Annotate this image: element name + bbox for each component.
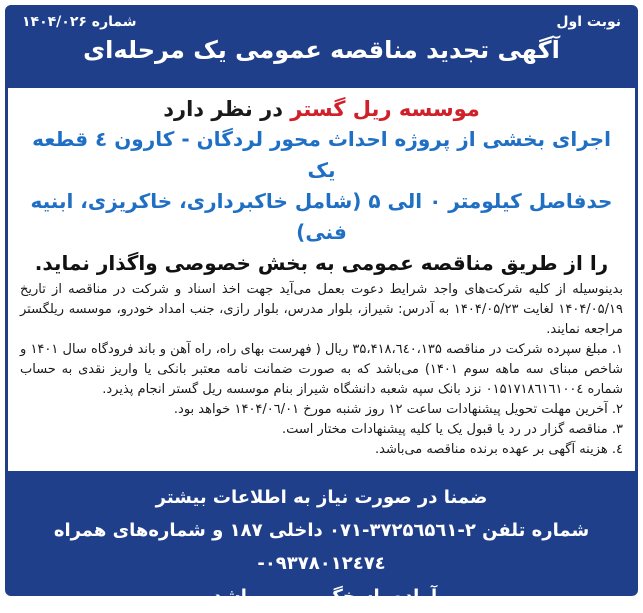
assign-line: را از طریق مناقصه عمومی به بخش خصوصی واگذار نماید.	[34, 251, 609, 275]
header-meta	[8, 8, 635, 32]
condition-item: ۱. مبلغ سپرده شرکت در مناقصه ۳۵،۴۱۸،٦٤۰،۱۳۵ ریال ( فهرست بهای راه، راه آهن و باند فرودگاه سال ۱۴۰۱ و شاخص مبنای سه ماهه سوم ۱۴۰۱) می‌باشد که به صورت ضمانت نامه معتبر بانکی یا واریز نقدی به حساب شماره ۰۱۵۱۷۱۸٦۱٦۱۰۰٤ نزد بانک سپه شعبه دانشگاه شیراز بنام موسسه ریل گستر انجام پذیرد.	[20, 342, 623, 397]
project-line-2: حدفاصل کیلومتر ۰ الی ۵ (شامل خاکبرداری، خاکریزی، ابنیه فنی)	[30, 189, 613, 244]
condition-item: ۲. آخرین مهلت تحویل پیشنهادات ساعت ۱۲ روز شنبه مورخ ۱۴۰۴/۰٦/۰۱ خواهد بود.	[173, 402, 623, 417]
footer-line-1: ضمنا در صورت نیاز به اطلاعات بیشتر	[155, 487, 488, 508]
footer-band	[8, 471, 635, 607]
notice-body	[8, 88, 635, 460]
header-band	[8, 8, 635, 88]
footer-line-2: شماره تلفن ۲-۳۷۲۵٦۵٦۱-۰۷۱ داخلی ۱۸۷ و شماره‌های همراه ۰۹۳۷۸۰۱۲٤۷٤-	[53, 520, 590, 574]
footer-line-3: آماده پاسخگویی می باشد.	[205, 586, 438, 607]
tender-notice	[5, 5, 638, 607]
condition-item: ۳. مناقصه گزار در رد یا قبول یک یا کلیه پیشنهادات مختار است.	[281, 422, 623, 437]
insertion-label: نوبت اول	[556, 14, 621, 30]
conditions-list	[20, 340, 623, 460]
invitation-paragraph: بدینوسیله از کلیه شرکت‌های واجد شرایط دعوت بعمل می‌آید جهت اخذ اسناد و شرکت در مناقصه از تاریخ ۱۴۰۴/۰۵/۱۹ لغایت ۱۴۰۴/۰۵/۲۳ به آدرس: شیراز، بلوار مدرس، بلوار رازی، جنب امداد خودرو، موسسه ریلگستر مراجعه نمایند.	[20, 282, 623, 337]
org-suffix: در نظر دارد	[163, 97, 291, 121]
org-line	[20, 94, 623, 124]
project-line-1: اجرای بخشی از پروژه احداث محور لردگان - کارون ٤ قطعه یک	[32, 127, 611, 182]
condition-item: ٤. هزینه آگهی بر عهده برنده مناقصه می‌باشد.	[375, 442, 623, 457]
notice-number: شماره ۱۴۰۴/۰۲۶	[22, 14, 137, 30]
org-name: موسسه ریل گستر	[290, 97, 480, 121]
notice-title: آگهی تجدید مناقصه عمومی یک مرحله‌ای	[83, 36, 560, 64]
